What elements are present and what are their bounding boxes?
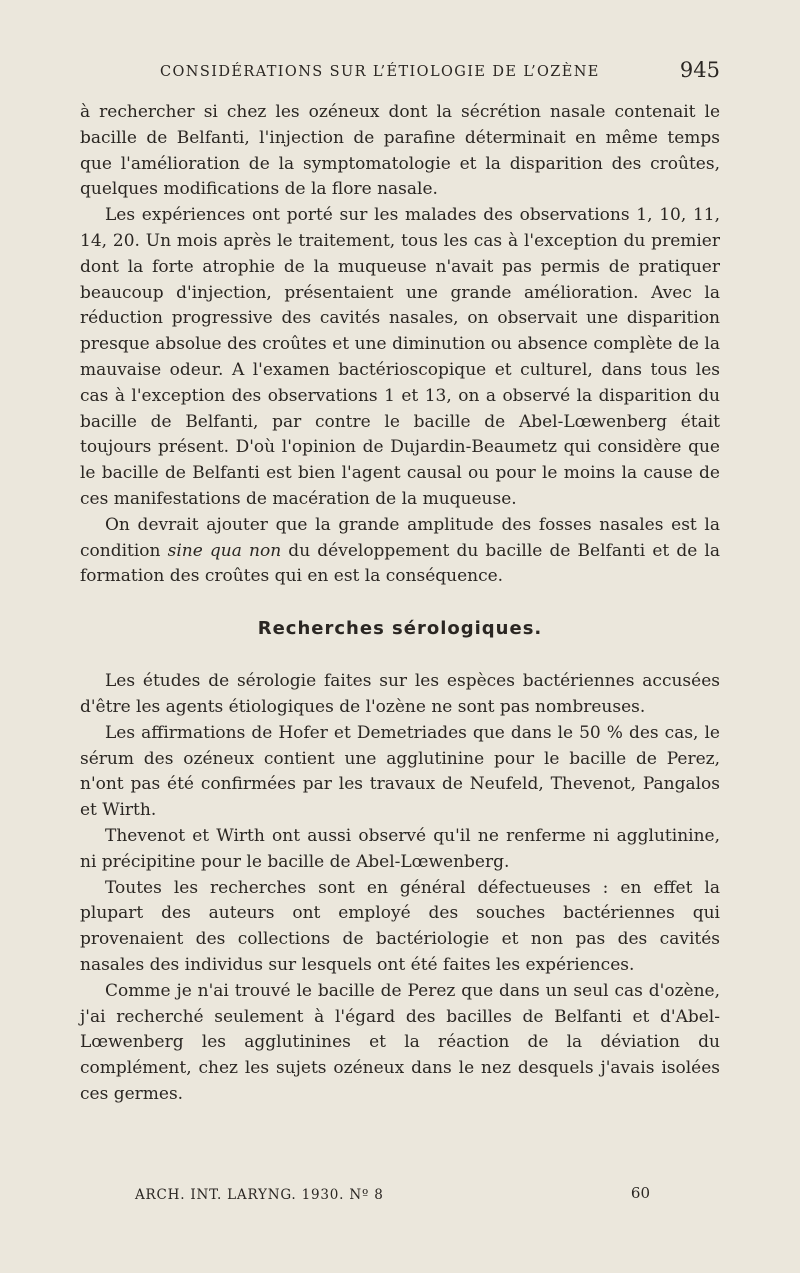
running-title: CONSIDÉRATIONS SUR L’ÉTIOLOGIE DE L’OZÈNE <box>160 64 600 80</box>
paragraph-conclusion-start: On devrait ajouter que la grande amplitude des fosses nasales est la condition <box>80 514 720 561</box>
journal-reference: ARCH. INT. LARYNG. 1930. Nº 8 <box>135 1187 384 1203</box>
paragraph-methodology: Toutes les recherches sont en général défectueuses : en effet la plupart des auteurs ont employé des souches bactériennes qui provenaient des collections de bactériologie et non pas des cavités nasales des individus sur lesquels ont été faites les expériences. <box>80 877 720 975</box>
paragraph-hofer-demetriades: Les affirmations de Hofer et Demetriades que dans le 50 % des cas, le sérum des ozéneux contient une agglutinine pour le bacille de Perez, n'ont pas été confirmées par les travaux de Neufeld, Thevenot, Pangalos et Wirth. <box>80 722 720 821</box>
page-footer <box>80 1184 720 1208</box>
paragraph-experiments: Les expériences ont porté sur les malades des observations 1, 10, 11, 14, 20. Un mois après le traitement, tous les cas à l'exception du premier dont la forte atrophie de la muqueuse n'avait pas permis de pratiquer beaucoup d'injection, présentaient une grande amélioration. Avec la réduction progressive des cavités nasales, on observait une disparition presque absolue des croûtes et une diminution ou absence complète de la mauvaise odeur. A l'examen bactérioscopique et culturel, dans tous les cas à l'exception des observations 1 et 13, on a observé la disparition du bacille de Belfanti, par contre le bacille de Abel-Lœwenberg était toujours présent. D'où l'opinion de Dujardin-Beaumetz qui considère que le bacille de Belfanti est bien l'agent causal ou pour le moins la cause de ces manifestations de macération de la muqueuse. <box>80 205 720 509</box>
paragraph-own-research: Comme je n'ai trouvé le bacille de Perez que dans un seul cas d'ozène, j'ai recherché seulement à l'égard des bacilles de Belfanti et d'Abel-Lœwenberg les agglutinines et la réaction de la déviation du complément, chez les sujets ozéneux dans le nez desquels j'avais isolées ces germes. <box>80 980 720 1104</box>
section-heading: Recherches sérologiques. <box>257 618 543 640</box>
page-header <box>80 58 720 88</box>
paragraph-conclusion <box>80 513 720 590</box>
signature-number: 60 <box>630 1184 650 1202</box>
paragraph-conclusion-end: du développement du bacille de Belfanti et de la formation des croûtes qui en est la conséquence. <box>80 540 721 587</box>
paragraph-thevenot-wirth: Thevenot et Wirth ont aussi observé qu'il ne renferme ni agglutinine, ni précipitine pour le bacille de Abel-Lœwenberg. <box>80 825 720 872</box>
paragraph-continuation: à rechercher si chez les ozéneux dont la sécrétion nasale contenait le bacille de Belfanti, l'injection de parafine déterminait en même temps que l'amélioration de la symptomatologie et la disparition des croûtes, quelques modifications de la flore nasale. <box>80 102 720 200</box>
body-text <box>80 100 720 1108</box>
italic-phrase: sine qua non <box>167 540 282 561</box>
paragraph-serology-intro: Les études de sérologie faites sur les espèces bactériennes accusées d'être les agents étiologiques de l'ozène ne sont pas nombreuses. <box>80 671 720 717</box>
page-number: 945 <box>679 58 720 82</box>
